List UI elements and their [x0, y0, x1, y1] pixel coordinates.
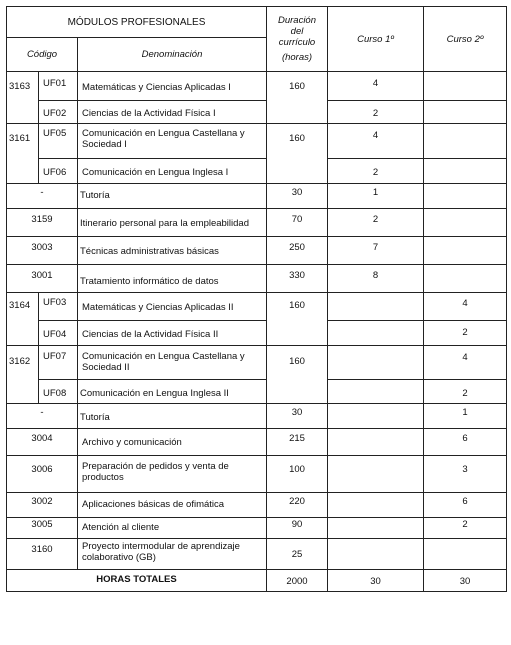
- module-name: Itinerario personal para la empleabilidad: [78, 209, 267, 237]
- table-row: [7, 493, 507, 518]
- module-code: 3004: [7, 429, 78, 456]
- curso2-value: [424, 184, 507, 209]
- module-code: -: [7, 184, 78, 209]
- curso1-value: 2: [328, 159, 424, 184]
- module-code: 3162: [7, 346, 39, 404]
- module-name: Tutoría: [78, 184, 267, 209]
- module-name: Proyecto intermodular de aprendizaje colaborativo (GB): [78, 539, 267, 570]
- curso1-value: [328, 380, 424, 404]
- curso1-value: 2: [328, 101, 424, 124]
- table-row: [7, 237, 507, 265]
- curso1-value: [328, 493, 424, 518]
- module-hours: 160: [267, 124, 328, 184]
- module-hours: 250: [267, 237, 328, 265]
- curso2-value: [424, 72, 507, 101]
- module-hours: 30: [267, 404, 328, 429]
- table-row: [7, 429, 507, 456]
- module-hours: 100: [267, 456, 328, 493]
- table-row: [7, 404, 507, 429]
- module-hours: 160: [267, 346, 328, 404]
- module-hours: 90: [267, 518, 328, 539]
- module-code: 3164: [7, 293, 39, 346]
- curso1-value: 4: [328, 72, 424, 101]
- curso1-value: 4: [328, 124, 424, 159]
- header-curso1: Curso 1º: [328, 7, 424, 72]
- curso2-value: [424, 209, 507, 237]
- module-code: -: [7, 404, 78, 429]
- table-row: [7, 184, 507, 209]
- module-name: Matemáticas y Ciencias Aplicadas II: [78, 293, 267, 321]
- unit-code: UF02: [39, 101, 78, 124]
- module-name: Aplicaciones básicas de ofimática: [78, 493, 267, 518]
- table-row: [7, 265, 507, 293]
- curso1-value: [328, 293, 424, 321]
- header-modulos: MÓDULOS PROFESIONALES: [7, 7, 267, 38]
- module-code: 3002: [7, 493, 78, 518]
- module-code: 3160: [7, 539, 78, 570]
- header-duracion-line4: (horas): [281, 52, 313, 63]
- curso1-value: [328, 321, 424, 346]
- header-denominacion: Denominación: [78, 38, 267, 72]
- curso2-value: 2: [424, 321, 507, 346]
- curso2-value: 3: [424, 456, 507, 493]
- table-row: [7, 293, 507, 321]
- curso1-value: 2: [328, 209, 424, 237]
- module-hours: 330: [267, 265, 328, 293]
- curso2-value: [424, 237, 507, 265]
- module-code: 3001: [7, 265, 78, 293]
- curso2-value: 6: [424, 493, 507, 518]
- modules-table: [6, 6, 507, 592]
- header-row-1: [7, 7, 507, 38]
- curso2-value: 4: [424, 293, 507, 321]
- module-name: Matemáticas y Ciencias Aplicadas I: [78, 72, 267, 101]
- totals-curso1: 30: [328, 570, 424, 592]
- curso2-value: 6: [424, 429, 507, 456]
- curso1-value: 1: [328, 184, 424, 209]
- curso2-value: [424, 159, 507, 184]
- table-row: [7, 380, 507, 404]
- table-row: [7, 101, 507, 124]
- curso1-value: 7: [328, 237, 424, 265]
- module-code: 3006: [7, 456, 78, 493]
- module-name: Preparación de pedidos y venta de productos: [78, 456, 267, 493]
- totals-row: [7, 570, 507, 592]
- curso1-value: [328, 404, 424, 429]
- module-name: Ciencias de la Actividad Física II: [78, 321, 267, 346]
- curso2-value: [424, 265, 507, 293]
- module-name: Comunicación en Lengua Inglesa II: [78, 380, 267, 404]
- curso2-value: [424, 101, 507, 124]
- module-name: Técnicas administrativas básicas: [78, 237, 267, 265]
- table-row: [7, 346, 507, 380]
- module-code: 3163: [7, 72, 39, 124]
- module-code: 3159: [7, 209, 78, 237]
- table-row: [7, 518, 507, 539]
- table-row: [7, 72, 507, 101]
- header-duracion-line3: currículo: [278, 37, 316, 48]
- curso1-value: [328, 456, 424, 493]
- module-name: Atención al cliente: [78, 518, 267, 539]
- module-hours: 220: [267, 493, 328, 518]
- table-row: [7, 539, 507, 570]
- totals-curso2: 30: [424, 570, 507, 592]
- unit-code: UF05: [39, 124, 78, 159]
- header-duracion-line1: Duración: [277, 15, 317, 26]
- header-curso2: Curso 2º: [424, 7, 507, 72]
- module-code: 3161: [7, 124, 39, 184]
- module-name: Comunicación en Lengua Castellana y Sociedad I: [78, 124, 267, 159]
- table-row: [7, 209, 507, 237]
- curso2-value: [424, 539, 507, 570]
- module-name: Tutoría: [78, 404, 267, 429]
- module-hours: 70: [267, 209, 328, 237]
- totals-label: HORAS TOTALES: [7, 570, 267, 592]
- header-codigo: Código: [7, 38, 78, 72]
- unit-code: UF03: [39, 293, 78, 321]
- header-duracion-line2: del: [290, 26, 304, 37]
- module-hours: 215: [267, 429, 328, 456]
- module-hours: 25: [267, 539, 328, 570]
- totals-hours: 2000: [267, 570, 328, 592]
- module-hours: 30: [267, 184, 328, 209]
- curso1-value: 8: [328, 265, 424, 293]
- table-row: [7, 124, 507, 159]
- unit-code: UF07: [39, 346, 78, 380]
- unit-code: UF01: [39, 72, 78, 101]
- table-row: [7, 321, 507, 346]
- module-code: 3005: [7, 518, 78, 539]
- curso2-value: [424, 124, 507, 159]
- table-row: [7, 159, 507, 184]
- curso1-value: [328, 346, 424, 380]
- module-hours: 160: [267, 293, 328, 346]
- header-duracion: [267, 7, 328, 72]
- curso2-value: 1: [424, 404, 507, 429]
- curso2-value: 2: [424, 518, 507, 539]
- unit-code: UF08: [39, 380, 78, 404]
- module-name: Ciencias de la Actividad Física I: [78, 101, 267, 124]
- curso2-value: 2: [424, 380, 507, 404]
- module-code: 3003: [7, 237, 78, 265]
- curso1-value: [328, 429, 424, 456]
- table-row: [7, 456, 507, 493]
- module-name: Tratamiento informático de datos: [78, 265, 267, 293]
- unit-code: UF04: [39, 321, 78, 346]
- module-hours: 160: [267, 72, 328, 124]
- curso1-value: [328, 518, 424, 539]
- module-name: Comunicación en Lengua Inglesa I: [78, 159, 267, 184]
- curso1-value: [328, 539, 424, 570]
- module-name: Comunicación en Lengua Castellana y Sociedad II: [78, 346, 267, 380]
- curso2-value: 4: [424, 346, 507, 380]
- module-name: Archivo y comunicación: [78, 429, 267, 456]
- unit-code: UF06: [39, 159, 78, 184]
